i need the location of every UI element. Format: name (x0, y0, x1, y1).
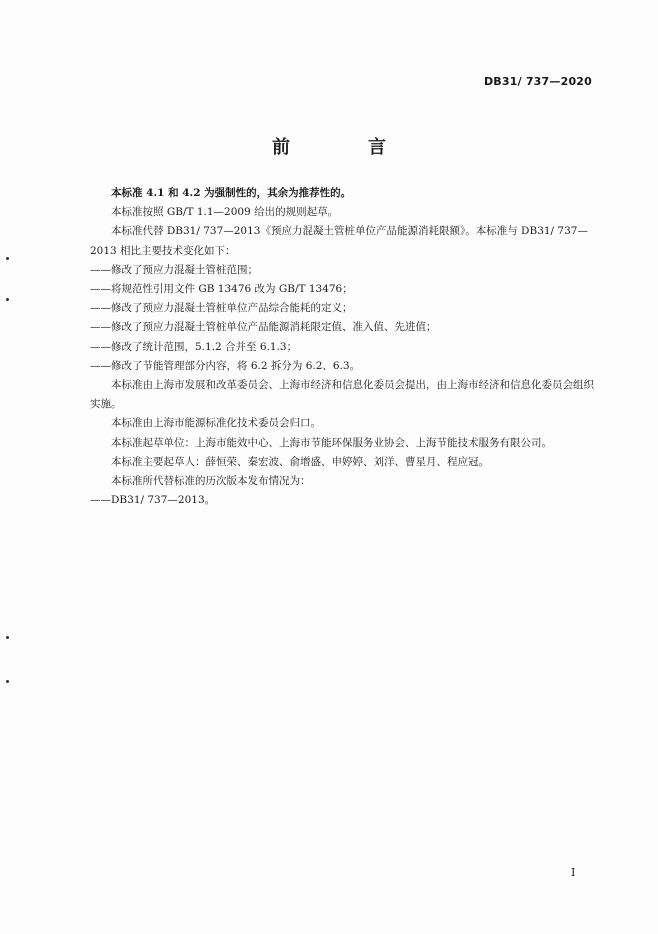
page-number: I (571, 866, 576, 879)
change-item: ——修改了预应力混凝土管桩范围； (90, 263, 258, 276)
standard-code: DB31/ 737—2020 (483, 75, 592, 88)
paragraph-drafters: 本标准主要起草人：薛恒荣、秦宏波、俞增盛、申婷婷、刘洋、曹星月、程应冠。 (111, 455, 489, 468)
scan-mark (6, 636, 9, 639)
page-title: 前 言 (272, 137, 416, 158)
paragraph-replacement: 本标准代替 DB31/ 737—2013《预应力混凝土管桩单位产品能源消耗限额》。本标准与 DB31/ 737—2013 相比主要技术变化如下： (90, 225, 588, 257)
scan-mark (6, 680, 9, 683)
paragraph-drafting-units: 本标准起草单位：上海市能效中心、上海市节能环保服务业协会、上海节能技术服务有限公司。 (111, 436, 552, 449)
paragraph-proposed-by: 本标准由上海市发展和改革委员会、上海市经济和信息化委员会提出，由上海市经济和信息化委员会组织实施。 (90, 379, 594, 411)
change-item: ——修改了统计范围，5.1.2 合并至 6.1.3； (90, 340, 298, 353)
change-item: ——将规范性引用文件 GB 13476 改为 GB/T 13476； (90, 283, 353, 296)
version-item: ——DB31/ 737—2013。 (90, 494, 216, 507)
paragraph-drafting-rules: 本标准按照 GB/T 1.1—2009 给出的规则起草。 (111, 206, 339, 219)
scan-mark (6, 298, 9, 301)
change-item: ——修改了预应力混凝土管桩单位产品能源消耗限定值、准入值、先进值； (90, 321, 437, 334)
change-item: ——修改了节能管理部分内容，将 6.2 拆分为 6.2、6.3。 (90, 359, 361, 372)
scan-mark (6, 257, 9, 260)
change-item: ——修改了预应力混凝土管桩单位产品综合能耗的定义； (90, 302, 353, 315)
document-body (90, 184, 598, 510)
paragraph-version-history: 本标准所代替标准的历次版本发布情况为： (111, 475, 311, 488)
paragraph-administered-by: 本标准由上海市能源标准化技术委员会归口。 (111, 417, 321, 430)
paragraph-mandatory-clauses: 本标准 4.1 和 4.2 为强制性的，其余为推荐性的。 (111, 187, 352, 199)
